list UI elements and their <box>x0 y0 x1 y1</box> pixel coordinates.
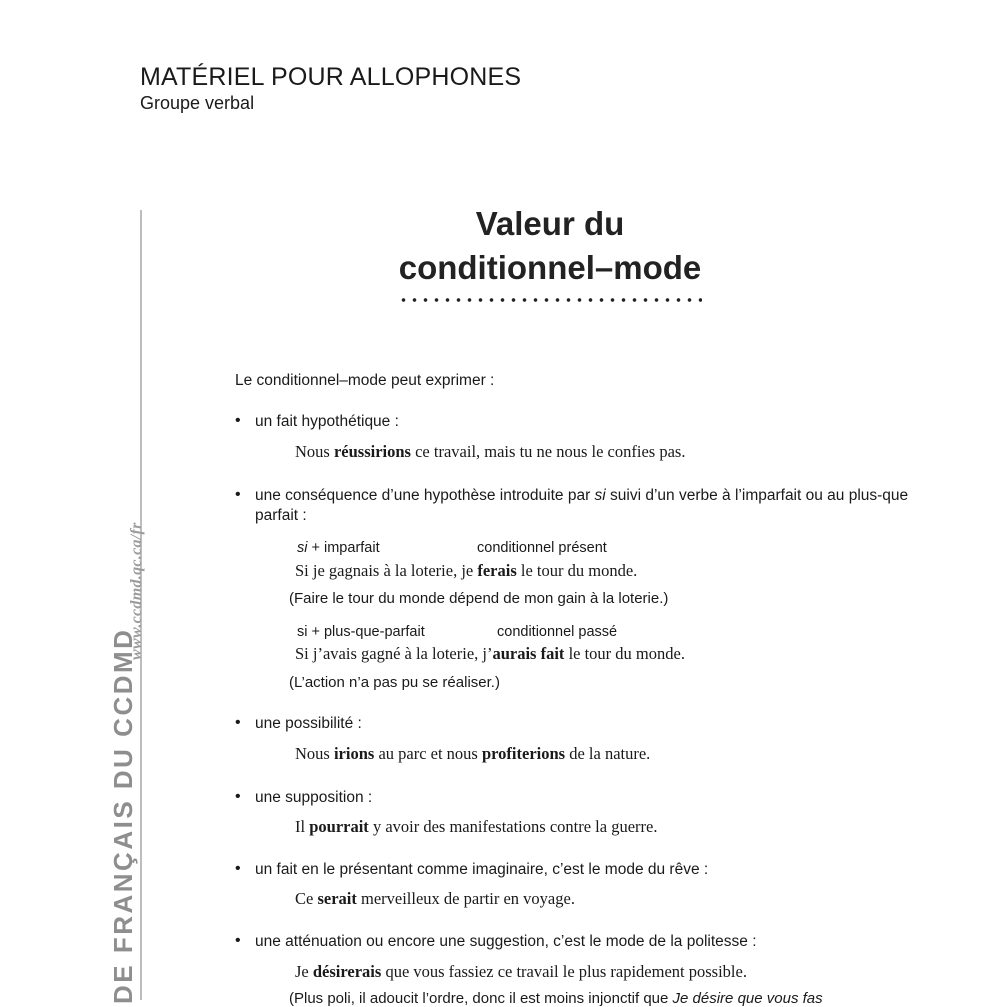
bullet-icon: • <box>235 486 241 503</box>
example-verb: irions <box>333 744 375 763</box>
example-text: y avoir des manifestations contre la guerre. <box>368 817 658 836</box>
list-item-label: une atténuation ou encore une suggestion, c’est le mode de la politesse : <box>255 933 757 950</box>
example-verb: pourrait <box>309 817 369 836</box>
example-text: merveilleux de partir en voyage. <box>356 889 575 908</box>
label-text: suivi d’un verbe à l’imparfait ou au plus-que parfait : <box>255 487 909 524</box>
example-verb: réussirions <box>333 442 411 461</box>
example-text: Il <box>295 817 310 836</box>
list-item-label <box>255 486 915 526</box>
header-subtitle: Groupe verbal <box>140 93 255 113</box>
formula-past <box>297 624 618 640</box>
sidebar-brand: DE FRANÇAIS DU CCDMD <box>108 627 138 1004</box>
formula-right: conditionnel passé <box>497 624 618 640</box>
example-text: ce travail, mais tu ne nous le confies pas. <box>410 442 686 461</box>
example-text: Nous <box>295 442 334 461</box>
example-text: de la nature. <box>565 744 651 763</box>
intro-text: Le conditionnel–mode peut exprimer : <box>235 372 495 389</box>
example-text: Nous <box>295 744 334 763</box>
bullet-icon: • <box>235 714 241 731</box>
formula-right: conditionnel présent <box>477 540 607 556</box>
example-sentence <box>295 644 685 664</box>
example-sentence <box>295 744 650 764</box>
example-text: le tour du monde. <box>564 644 685 663</box>
note-emphasis: Je désire que vous fas <box>672 990 823 1007</box>
formula-left: + imparfait <box>307 540 380 556</box>
bullet-icon: • <box>235 412 241 429</box>
example-text: Ce <box>295 889 318 908</box>
example-text: que vous fassiez ce travail le plus rapidement possible. <box>381 962 747 981</box>
example-text: Si j’avais gagné à la loterie, j’ <box>295 644 493 663</box>
label-text: une conséquence d’une hypothèse introduite par <box>255 487 595 504</box>
label-emphasis: si <box>594 487 606 504</box>
example-text: Si je gagnais à la loterie, je <box>295 561 478 580</box>
example-sentence <box>295 962 747 982</box>
bullet-icon: • <box>235 932 241 949</box>
formula-left: si + plus-que-parfait <box>297 624 425 640</box>
note-text: (Plus poli, il adoucit l’ordre, donc il est moins injonctif que <box>289 990 673 1007</box>
bullet-icon: • <box>235 788 241 805</box>
example-text: Je <box>295 962 313 981</box>
page-title <box>300 202 800 290</box>
formula-present <box>297 540 607 556</box>
example-sentence <box>295 889 575 909</box>
title-dotted-underline <box>398 295 702 305</box>
explanation-note: (Faire le tour du monde dépend de mon gain à la loterie.) <box>289 590 669 607</box>
sidebar-url: www.ccdmd.qc.ca/fr <box>128 522 145 660</box>
example-text: au parc et nous <box>374 744 482 763</box>
list-item-label: une supposition : <box>255 789 373 806</box>
bullet-icon: • <box>235 860 241 877</box>
example-sentence <box>295 442 685 462</box>
explanation-note: (L’action n’a pas pu se réaliser.) <box>289 674 500 691</box>
example-verb: serait <box>317 889 357 908</box>
page-title-line-2: conditionnel–mode <box>398 249 702 286</box>
explanation-note <box>289 990 823 1007</box>
example-sentence <box>295 561 637 581</box>
example-verb: ferais <box>477 561 517 580</box>
example-verb: désirerais <box>312 962 382 981</box>
page-title-line-1: Valeur du <box>475 205 625 242</box>
list-item-label: une possibilité : <box>255 715 362 732</box>
example-verb: profiterions <box>481 744 566 763</box>
list-item-label: un fait hypothétique : <box>255 413 399 430</box>
list-item-label: un fait en le présentant comme imaginaire, c’est le mode du rêve : <box>255 861 709 878</box>
example-text: le tour du monde. <box>516 561 638 580</box>
document-header <box>140 62 521 114</box>
example-verb: aurais fait <box>492 644 565 663</box>
header-title: MATÉRIEL POUR ALLOPHONES <box>140 63 522 91</box>
formula-si: si <box>297 540 308 556</box>
example-sentence <box>295 817 657 837</box>
